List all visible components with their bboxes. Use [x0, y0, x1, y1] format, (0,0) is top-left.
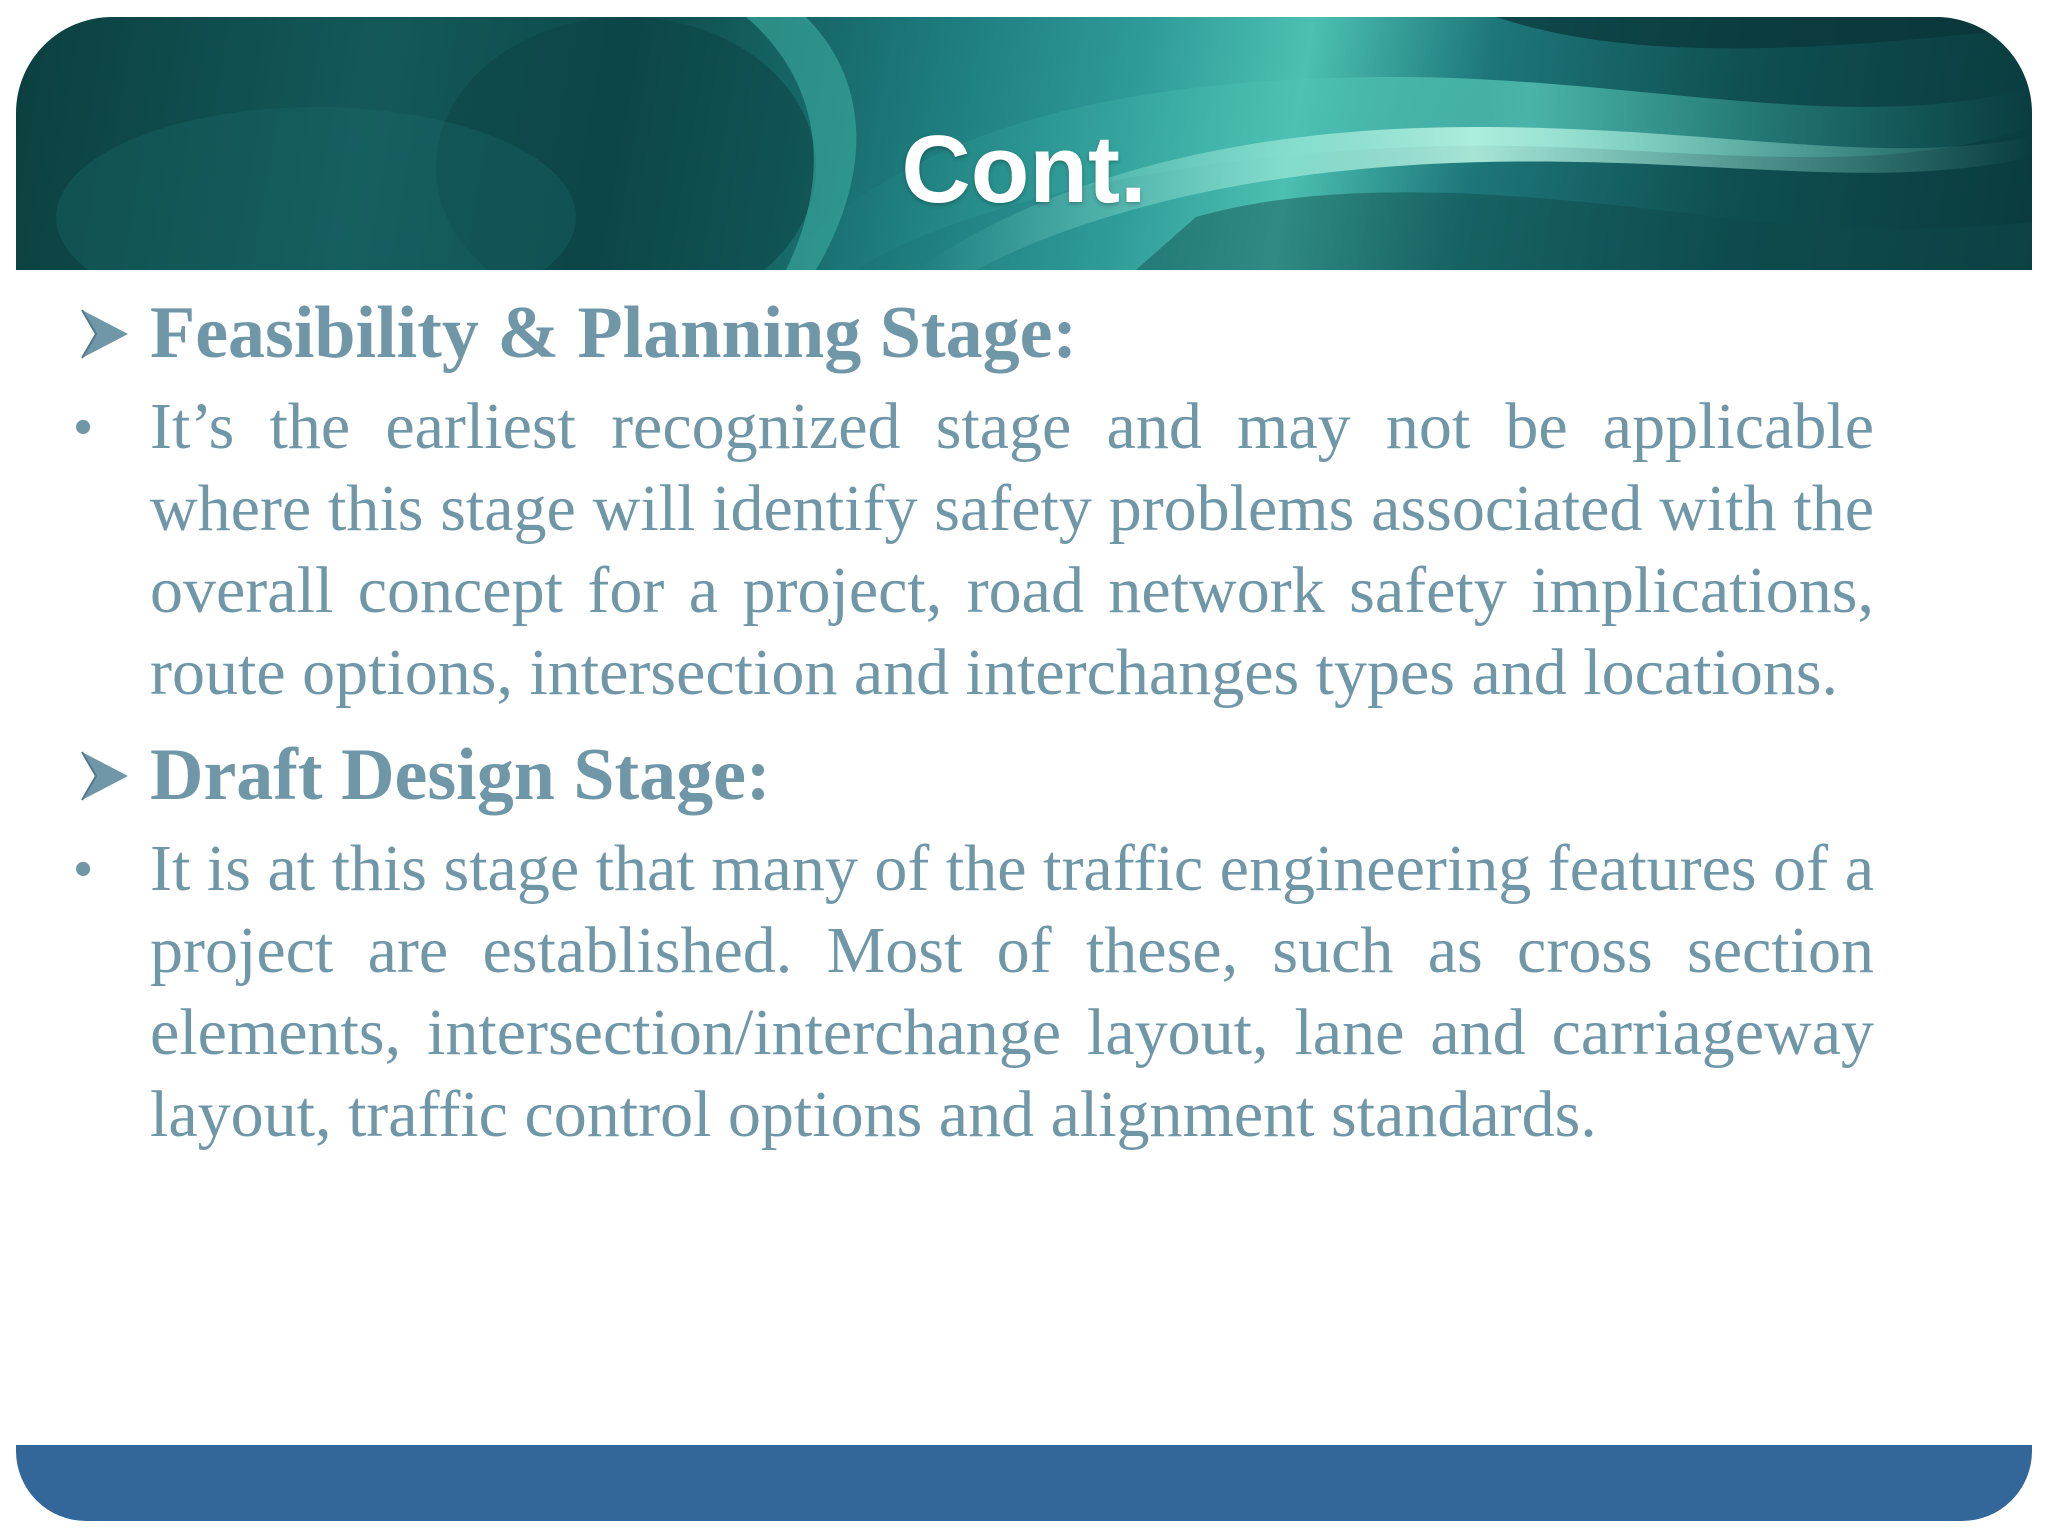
header-banner — [16, 17, 2032, 270]
bullet-item — [72, 828, 1880, 1156]
bullet-dot-icon: • — [74, 398, 93, 456]
arrowhead-icon — [78, 306, 130, 362]
bullet-item — [72, 386, 1880, 714]
section-spacer — [72, 714, 1880, 732]
section-heading-text: Draft Design Stage: — [150, 734, 771, 816]
slide-title: Cont. — [901, 116, 1147, 223]
bullet-text: It is at this stage that many of the traffic engineering features of a project are established. Most of these, such as cross section elements, intersection/interchange layout, lane and carriageway layout, traffic control options and alignment standards. — [150, 832, 1874, 1151]
bullet-dot-icon: • — [74, 840, 93, 898]
footer-bar — [16, 1445, 2032, 1521]
section-heading-text: Feasibility & Planning Stage: — [150, 292, 1078, 374]
bullet-text: It’s the earliest recognized stage and may not be applicable where this stage will identify safety problems associated with the overall concept for a project, road network safety implications, route options, intersection and interchanges types and locations. — [150, 390, 1874, 709]
arrowhead-icon — [78, 748, 130, 804]
section-heading-feasibility — [72, 290, 1880, 376]
section-heading-draft-design — [72, 732, 1880, 818]
slide-content — [72, 290, 1880, 1156]
